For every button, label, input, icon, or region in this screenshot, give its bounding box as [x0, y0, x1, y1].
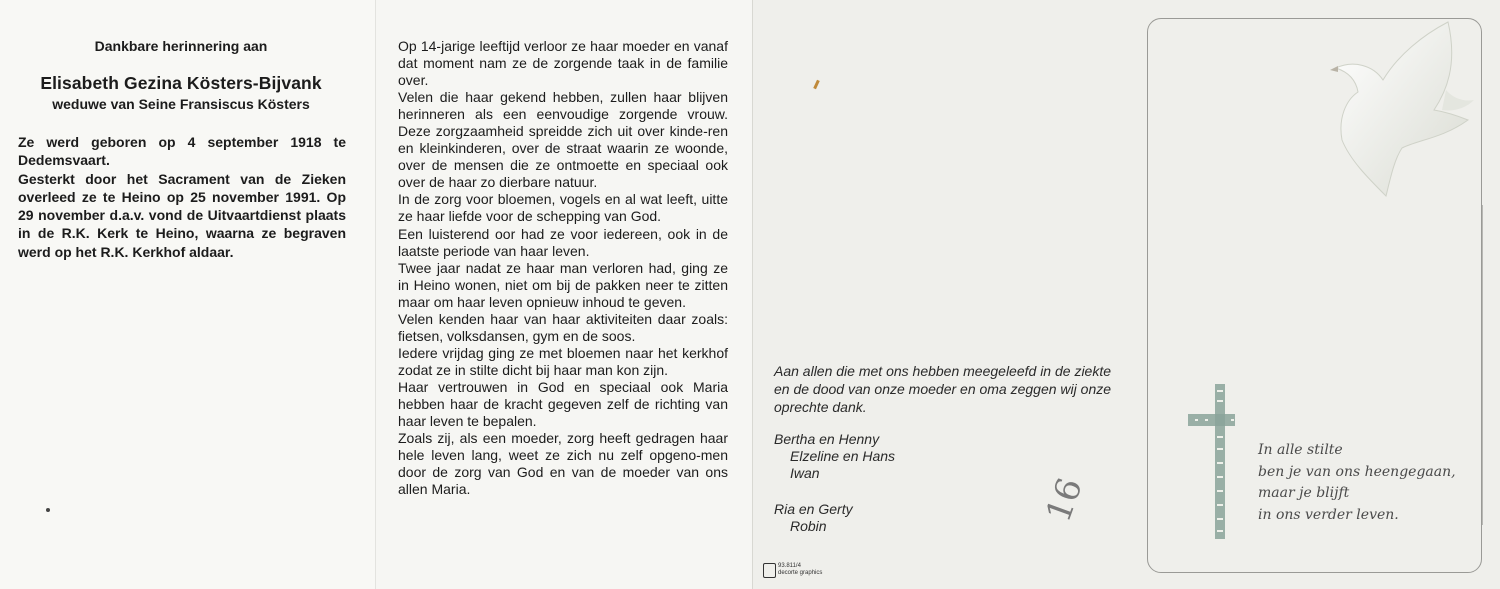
story-paragraph: Haar vertrouwen in God en speciaal ook Maria hebben haar de kracht gegeven zelf de richting van haar leven te bepalen. — [398, 378, 728, 430]
birth-text: Ze werd geboren op 4 september 1918 te Dedemsvaart. — [18, 134, 346, 169]
ink-speck — [46, 508, 50, 512]
family-name: Iwan — [790, 465, 820, 481]
card-panel-thanks — [752, 0, 1131, 589]
family-group-2 — [774, 501, 853, 535]
story-paragraph: Iedere vrijdag ging ze met bloemen naar het kerkhof zodat ze in stilte dicht bij haar man kon zijn. — [398, 344, 728, 378]
poem-line: In alle stilte — [1258, 442, 1343, 458]
remembrance-heading: Dankbare herinnering aan — [94, 38, 268, 54]
story-paragraph: Zoals zij, als een moeder, zorg heeft gedragen haar hele leven lang, weet ze zich nu zelf opgeno-men door de zorg van God en van de moeder van ons allen Maria. — [398, 430, 728, 498]
poem-line: ben je van ons heengegaan, — [1258, 463, 1456, 480]
fold-line — [1482, 205, 1483, 525]
card-panel-life-story — [375, 0, 753, 589]
poem-line: maar je blijft — [1258, 485, 1350, 501]
printer-code — [778, 563, 822, 577]
family-group-1 — [774, 431, 895, 482]
biography — [18, 133, 346, 261]
widow-of-line: weduwe van Seine Fransiscus Kösters — [52, 96, 310, 112]
story-paragraph: Een luisterend oor had ze voor iedereen, ook in de laatste periode van haar leven. — [398, 225, 728, 259]
cross-icon — [1185, 384, 1235, 539]
life-story-text — [398, 38, 728, 498]
family-name: Elzeline en Hans — [790, 448, 896, 464]
card-panel-cover — [1130, 0, 1500, 589]
family-name: Bertha en Henny — [774, 431, 880, 447]
handwritten-number: 16 — [1038, 472, 1091, 528]
story-paragraph: In de zorg voor bloemen, vogels en al wat leeft, uitte ze haar liefde voor de schepping van God. — [398, 191, 728, 225]
poem-line: in ons verder leven. — [1258, 506, 1399, 523]
story-paragraph: Velen kenden haar van haar aktiviteiten daar zoals: fietsen, volksdansen, gym en de soos. — [398, 310, 728, 344]
story-paragraph: Op 14-jarige leeftijd verloor ze haar moeder en vanaf dat moment nam ze de zorgende taak in de familie over. — [398, 38, 728, 89]
family-name: Ria en Gerty — [774, 501, 853, 517]
ink-mark — [813, 80, 820, 89]
poem — [1258, 440, 1478, 526]
death-funeral-text: Gesterkt door het Sacrament van de Zieken overleed ze te Heino op 25 november 1991. Op 29 november d.a.v. vond de Uitvaartdienst plaats in de R.K. Kerk te Heino, waarna ze begraven werd op het R.K. Kerkhof aldaar. — [18, 170, 346, 260]
family-name: Robin — [790, 518, 827, 534]
story-paragraph: Twee jaar nadat ze haar man verloren had, ging ze in Heino wonen, niet om bij de pakken neer te zitten maar om haar leven opnieuw inhoud te geven. — [398, 259, 728, 310]
printer-name: decorte graphics — [778, 570, 823, 576]
printer-logo-icon — [763, 563, 776, 578]
dove-icon — [1328, 20, 1478, 205]
story-paragraph: Velen die haar gekend hebben, zullen haar blijven herinneren als een eenvoudige zorgende vrouw. Deze zorgzaamheid spreidde zich uit over kinde-ren en kleinkinderen, over de straat waarin ze woonde, over de mensen die ze ontmoette en speciaal ook over de haar zo dierbare natuur. — [398, 89, 728, 191]
printer-code-line: 93.811/4 — [778, 563, 801, 569]
deceased-name: Elisabeth Gezina Kösters-Bijvank — [40, 73, 322, 93]
card-panel-obituary — [0, 0, 375, 589]
thanks-text: Aan allen die met ons hebben meegeleefd in de ziekte en de dood van onze moeder en oma zeggen wij onze oprechte dank. — [774, 363, 1112, 415]
